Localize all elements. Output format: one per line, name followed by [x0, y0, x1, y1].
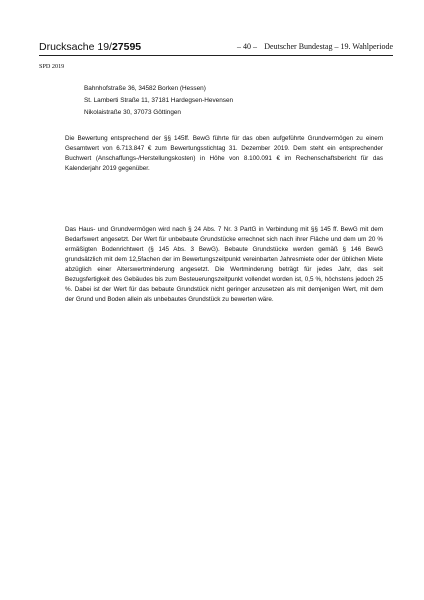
address-line: St. Lamberti Straße 11, 37181 Hardegsen-Hevensen — [84, 97, 234, 104]
address-line: Bahnhofstraße 36, 34582 Borken (Hessen) — [84, 85, 206, 92]
address-line: Nikolaistraße 30, 37073 Göttingen — [84, 109, 181, 116]
party-label: SPD 2019 — [39, 63, 65, 70]
document-number — [39, 41, 141, 53]
paragraph-valuation-method: Das Haus- und Grundvermögen wird nach § 24 Abs. 7 Nr. 3 PartG in Verbindung mit §§ 145 ff. BewG mit dem Bedarfswert angesetzt. Der Wert für unbebaute Grundstücke errechnet sich nach ihrer Fläche und dem um 20 % ermäßigten Bodenrichtwert (§ 145 Abs. 3 BewG). Bebaute Grundstücke werden gemäß § 146 BewG grundsätzlich mit dem 12,5fachen der im Bewertungszeitpunkt vereinbarten Jahresmiete oder der üblichen Miete abzüglich einer Alterswertminderung angesetzt. Die Wertminderung beträgt für jedes Jahr, das seit Bezugsfertigkeit des Gebäudes bis zum Besteuerungszeitpunkt vollendet worden ist, 0,5 %, höchstens jedoch 25 %. Dabei ist der Wert für das bebaute Grundstück nicht geringer anzusetzen als mit demjenigen Wert, mit dem der Grund und Boden allein als unbebautes Grundstück zu bewerten wäre. — [65, 226, 383, 303]
document-number-value: 27595 — [111, 41, 142, 53]
paragraph-valuation-result: Die Bewertung entsprechend der §§ 145ff. BewG führte für das oben aufgeführte Grundvermögen zu einem Gesamtwert von 6.713.847 € zum Bewertungsstichtag 31. Dezember 2019. Dem steht ein entsprechender Buchwert (Anschaffungs-/Herstellungskosten) in Höhe von 8.100.091 € im Rechenschaftsbericht für das Kalenderjahr 2019 gegenüber. — [65, 135, 383, 172]
legislative-period: Deutscher Bundestag – 19. Wahlperiode — [264, 42, 393, 51]
address-list — [84, 83, 233, 119]
page-header — [39, 41, 393, 56]
page-number: – 40 – — [237, 42, 257, 51]
document-number-prefix: Drucksache 19/ — [39, 41, 112, 53]
